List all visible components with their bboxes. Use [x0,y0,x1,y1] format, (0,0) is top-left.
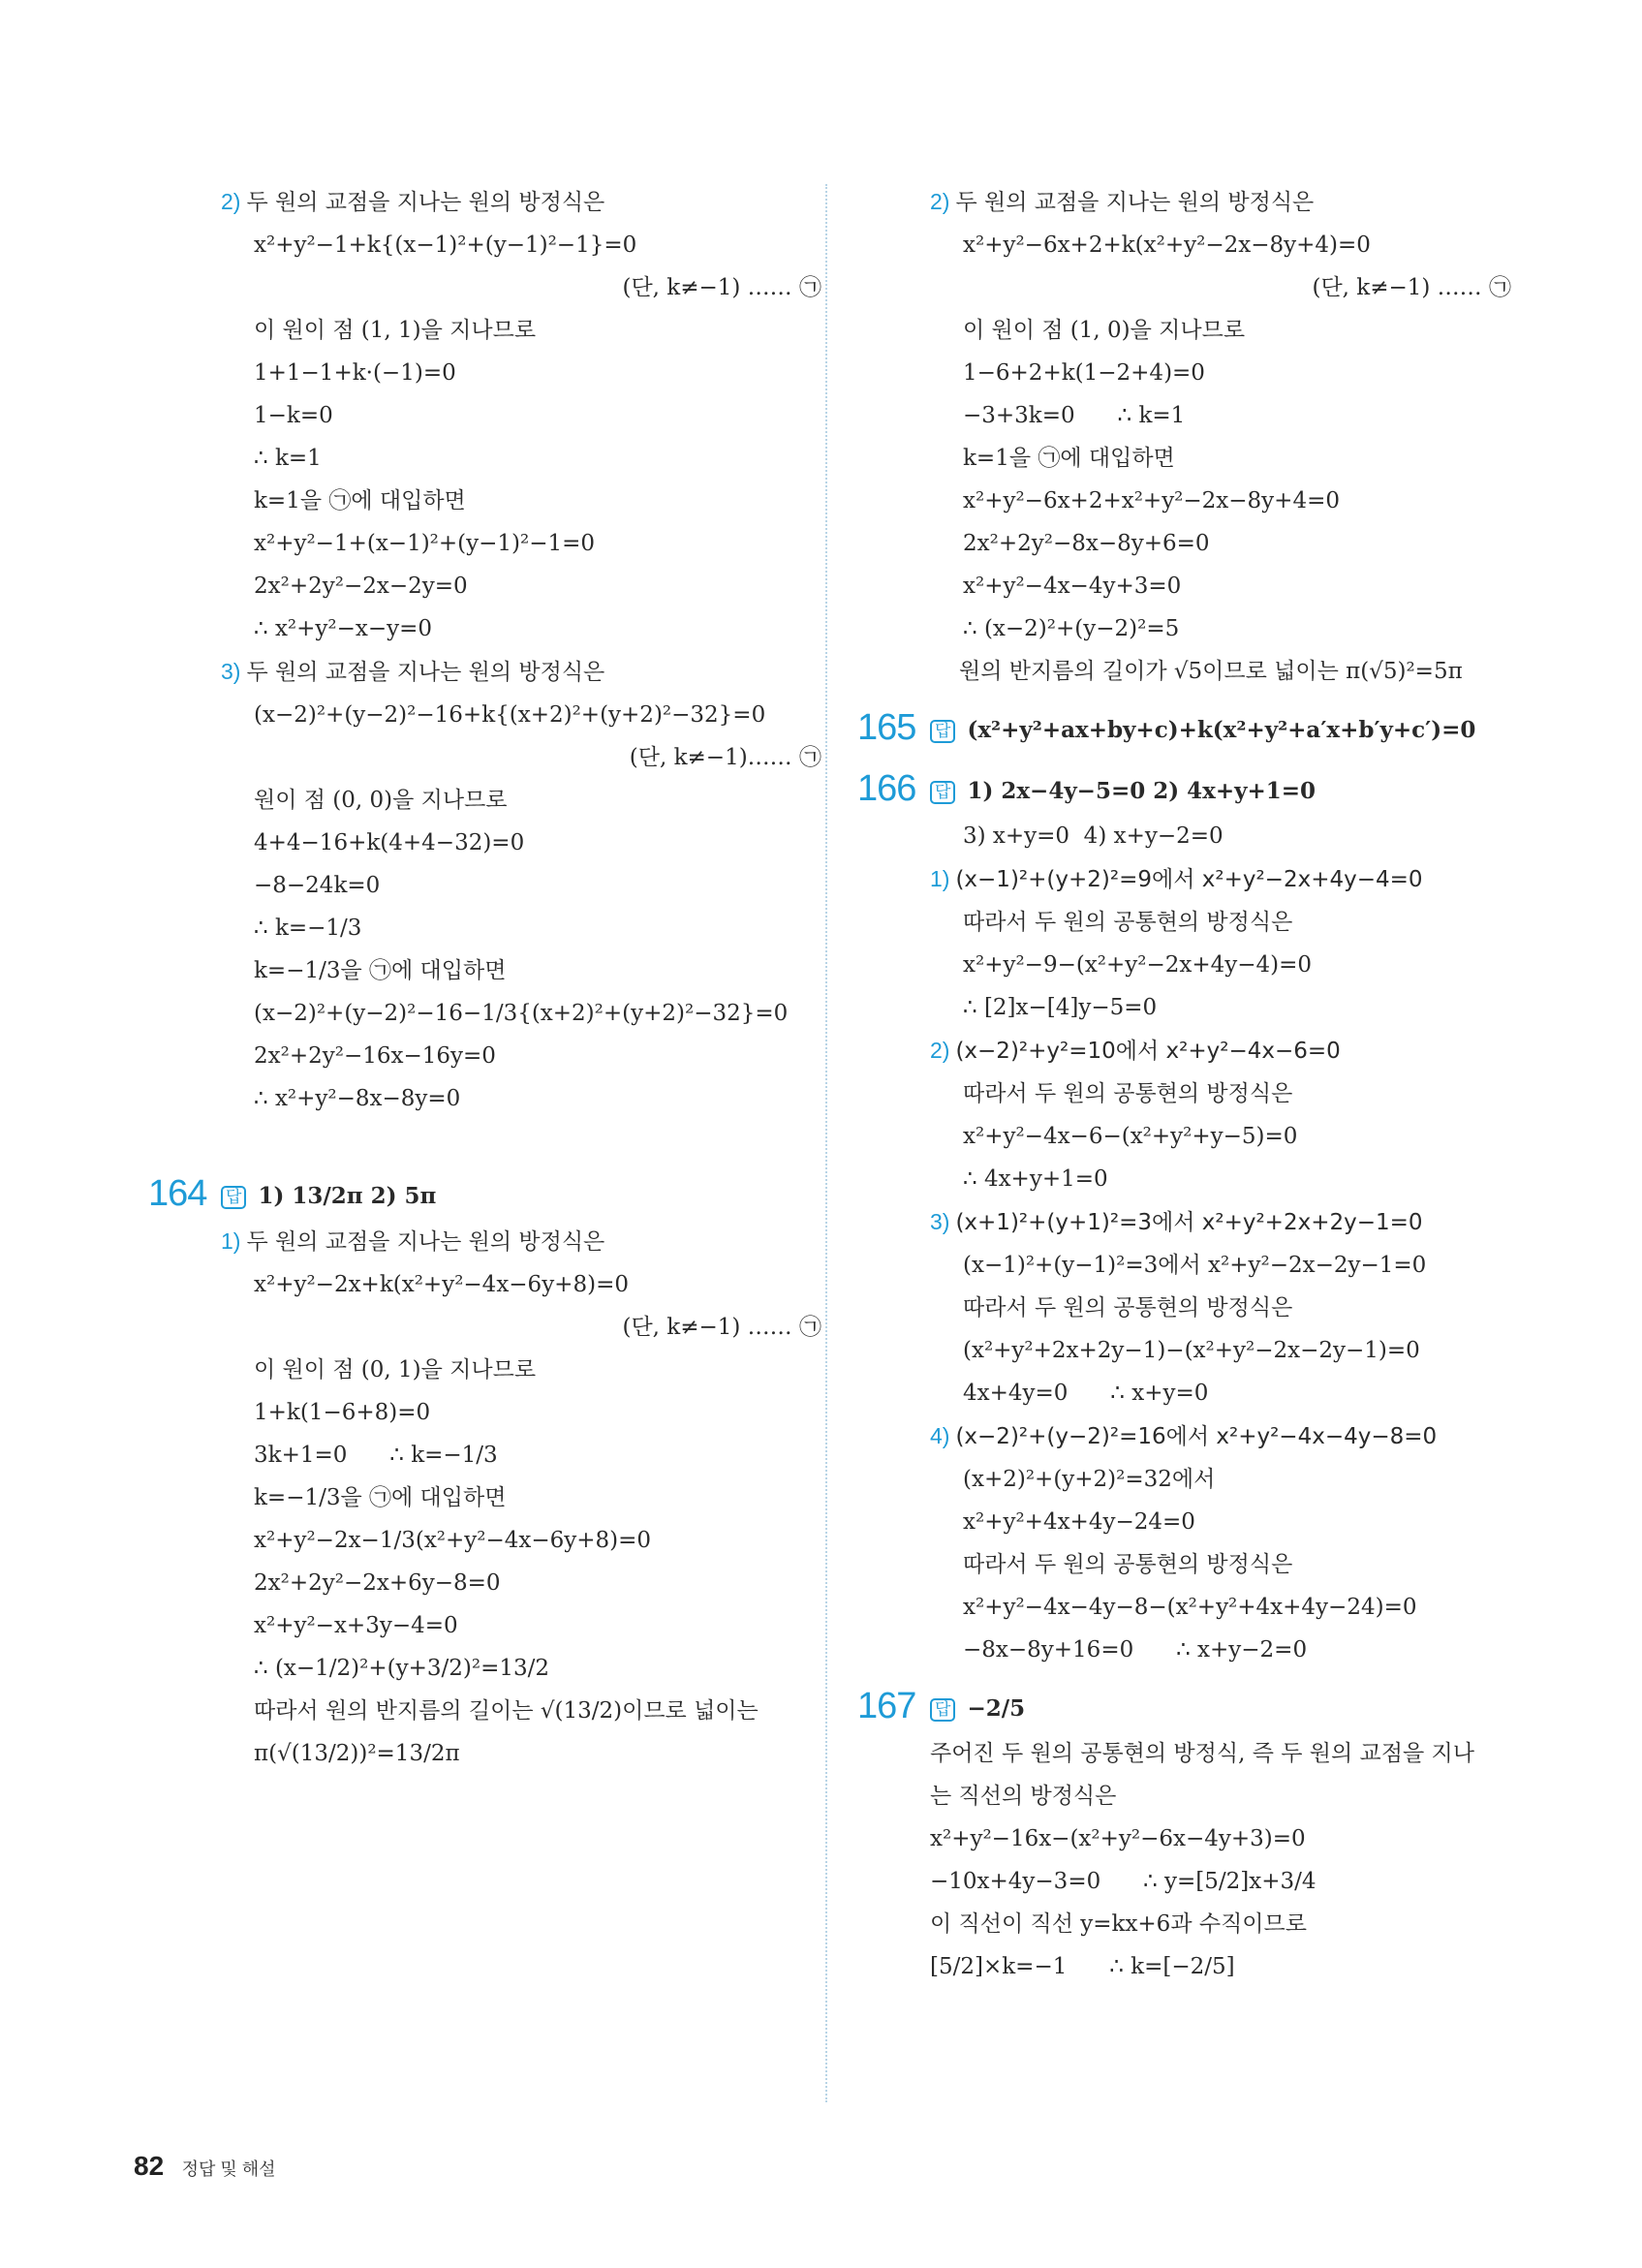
solution-line: ∴ x²+y²−x−y=0 [254,616,433,641]
sub-problem-line [930,1200,1511,1244]
solution-line: ∴ k=1 [254,446,322,471]
solution-line: −8−24k=0 [254,873,381,898]
problem-answer-header [148,1172,821,1220]
solution-line: 이 원이 점 (1, 1)을 지나므로 [254,318,537,343]
solution-line: −10x+4y−3=0 ∴ y=[5/2]x+3/4 [930,1869,1317,1894]
sub-problem-number: 2) [930,189,950,214]
page-number: 82 [134,2151,165,2181]
page-footer [134,2151,276,2182]
solution-line: k=−1/3을 ㉠에 대입하면 [254,958,507,983]
solution-line: 따라서 두 원의 공통현의 방정식은 [963,1295,1293,1320]
sub-problem-line [930,1029,1511,1072]
solution-line: 이 원이 점 (0, 1)을 지나므로 [254,1357,537,1383]
solution-line: 4x+4y=0 ∴ x+y=0 [963,1381,1209,1406]
solution-line: x²+y²−2x−1/3(x²+y²−4x−6y+8)=0 [254,1528,652,1553]
solution-line: −8x−8y+16=0 ∴ x+y−2=0 [963,1637,1308,1662]
page-label: 정답 및 해설 [181,2159,276,2179]
solution-line: (x²+y²+2x+2y−1)−(x²+y²−2x−2y−1)=0 [963,1338,1420,1363]
solution-line: 는 직선의 방정식은 [930,1784,1117,1809]
solution-line: x²+y²−1+(x−1)²+(y−1)²−1=0 [254,531,596,556]
answer-badge: 답 [930,1698,955,1722]
sub-problem-line [221,180,821,224]
solution-line: x²+y²−1+k{(x−1)²+(y−1)²−1}=0 [254,233,637,258]
solution-text: 두 원의 교점을 지나는 원의 방정식은 [955,190,1315,215]
solution-line: x²+y²−16x−(x²+y²−6x−4y+3)=0 [930,1826,1306,1851]
solution-line: x²+y²−x+3y−4=0 [254,1613,458,1638]
solution-line: (단, k≠−1) …… ㉠ [622,1315,821,1340]
solution-line: 1−6+2+k(1−2+4)=0 [963,360,1205,386]
answer-badge: 답 [930,781,955,804]
solution-line: [5/2]×k=−1 ∴ k=[−2/5] [930,1954,1235,1979]
solution-line: k=1을 ㉠에 대입하면 [963,446,1175,471]
solution-line: ∴ 4x+y+1=0 [963,1166,1108,1192]
solution-line: 이 직선이 직선 y=kx+6과 수직이므로 [930,1911,1307,1937]
solution-line: x²+y²−4x−4y+3=0 [963,574,1182,599]
spacer [221,1120,821,1159]
solution-text: (x+1)²+(y+1)²=3에서 x²+y²+2x+2y−1=0 [955,1210,1423,1235]
answer-text: −2/5 [967,1695,1026,1722]
answer-badge: 답 [930,720,955,743]
problem-number: 165 [857,707,916,748]
solution-line: ∴ k=−1/3 [254,916,362,941]
problem-number: 167 [857,1686,916,1726]
left-column [148,180,821,1775]
solution-line: x²+y²−9−(x²+y²−2x+4y−4)=0 [963,952,1313,978]
solution-line: 따라서 원의 반지름의 길이는 √(13/2)이므로 넓이는 [254,1698,759,1724]
solution-line: (단, k≠−1)…… ㉠ [629,745,821,770]
solution-line: (x−2)²+(y−2)²−16+k{(x+2)²+(y+2)²−32}=0 [254,702,766,728]
solution-line: 1+k(1−6+8)=0 [254,1400,431,1425]
solution-line: 주어진 두 원의 공통현의 방정식, 즉 두 원의 교점을 지나 [930,1741,1474,1766]
answer-badge: 답 [221,1186,246,1209]
answer-text: (x²+y²+ax+by+c)+k(x²+y²+a′x+b′y+c′)=0 [967,717,1476,743]
solution-line: 3) x+y=0 4) x+y−2=0 [963,823,1224,849]
solution-line: (단, k≠−1) …… ㉠ [1312,275,1511,300]
solution-line: x²+y²−6x+2+k(x²+y²−2x−8y+4)=0 [963,233,1371,258]
solution-text: (x−1)²+(y+2)²=9에서 x²+y²−2x+4y−4=0 [955,867,1423,892]
solution-line: 2x²+2y²−8x−8y+6=0 [963,531,1210,556]
column-divider [825,184,827,2102]
problem-answer-header [857,1685,1511,1732]
solution-line: k=1을 ㉠에 대입하면 [254,488,466,513]
solution-line: 2x²+2y²−2x+6y−8=0 [254,1570,501,1596]
solution-line: 1+1−1+k·(−1)=0 [254,360,456,386]
sub-problem-line [930,1414,1511,1458]
sub-problem-number: 3) [221,659,241,684]
right-column [857,180,1511,1988]
problem-number: 164 [148,1173,207,1214]
solution-line: 원의 반지름의 길이가 √5이므로 넓이는 π(√5)²=5π [959,659,1463,684]
sub-problem-number: 2) [930,1038,950,1063]
solution-text: 두 원의 교점을 지나는 원의 방정식은 [246,190,605,215]
problem-answer-header [857,767,1511,815]
solution-line: (x−2)²+(y−2)²−16−1/3{(x+2)²+(y+2)²−32}=0 [254,1001,789,1026]
solution-line: x²+y²−4x−4y−8−(x²+y²+4x+4y−24)=0 [963,1595,1417,1620]
solution-line: 이 원이 점 (1, 0)을 지나므로 [963,318,1246,343]
sub-problem-number: 1) [221,1228,241,1254]
solution-line: 따라서 두 원의 공통현의 방정식은 [963,1552,1293,1577]
solution-line: −3+3k=0 ∴ k=1 [963,403,1186,428]
solution-line: ∴ x²+y²−8x−8y=0 [254,1086,461,1111]
solution-line: (x+2)²+(y+2)²=32에서 [963,1467,1216,1492]
solution-text: 두 원의 교점을 지나는 원의 방정식은 [246,1229,605,1255]
solution-line: (x−1)²+(y−1)²=3에서 x²+y²−2x−2y−1=0 [963,1253,1427,1278]
sub-problem-number: 2) [221,189,241,214]
solution-text: (x−2)²+(y−2)²=16에서 x²+y²−4x−4y−8=0 [955,1424,1438,1449]
solution-line: ∴ (x−1/2)²+(y+3/2)²=13/2 [254,1656,550,1681]
solution-line: 4+4−16+k(4+4−32)=0 [254,830,525,855]
solution-line: x²+y²−6x+2+x²+y²−2x−8y+4=0 [963,488,1340,513]
sub-problem-number: 1) [930,866,950,891]
solution-line: ∴ (x−2)²+(y−2)²=5 [963,616,1180,641]
solution-text: (x−2)²+y²=10에서 x²+y²−4x−6=0 [955,1039,1341,1064]
solution-line: 원이 점 (0, 0)을 지나므로 [254,788,508,813]
solution-line: 2x²+2y²−16x−16y=0 [254,1043,496,1069]
solution-line: x²+y²−2x+k(x²+y²−4x−6y+8)=0 [254,1272,629,1297]
solution-line: (단, k≠−1) …… ㉠ [622,275,821,300]
solution-line: 따라서 두 원의 공통현의 방정식은 [963,1081,1293,1106]
solution-line: k=−1/3을 ㉠에 대입하면 [254,1485,507,1510]
solution-line: 따라서 두 원의 공통현의 방정식은 [963,910,1293,935]
answer-text: 1) 2x−4y−5=0 2) 4x+y+1=0 [967,778,1317,804]
sub-problem-line [221,650,821,694]
answer-text: 1) 13/2π 2) 5π [258,1183,437,1209]
sub-problem-number: 3) [930,1209,950,1234]
sub-problem-number: 4) [930,1423,950,1448]
solution-line: 1−k=0 [254,403,333,428]
solution-line: 2x²+2y²−2x−2y=0 [254,574,468,599]
solution-text: 두 원의 교점을 지나는 원의 방정식은 [246,660,605,685]
sub-problem-line [930,857,1511,901]
problem-answer-header [857,706,1511,754]
solution-line: x²+y²+4x+4y−24=0 [963,1509,1195,1535]
solution-line: π(√(13/2))²=13/2π [254,1741,460,1766]
sub-problem-line [930,180,1511,224]
solution-line: ∴ [2]x−[4]y−5=0 [963,995,1158,1020]
solution-line: 3k+1=0 ∴ k=−1/3 [254,1443,498,1468]
solution-line: x²+y²−4x−6−(x²+y²+y−5)=0 [963,1124,1298,1149]
sub-problem-line [221,1220,821,1263]
problem-number: 166 [857,768,916,809]
